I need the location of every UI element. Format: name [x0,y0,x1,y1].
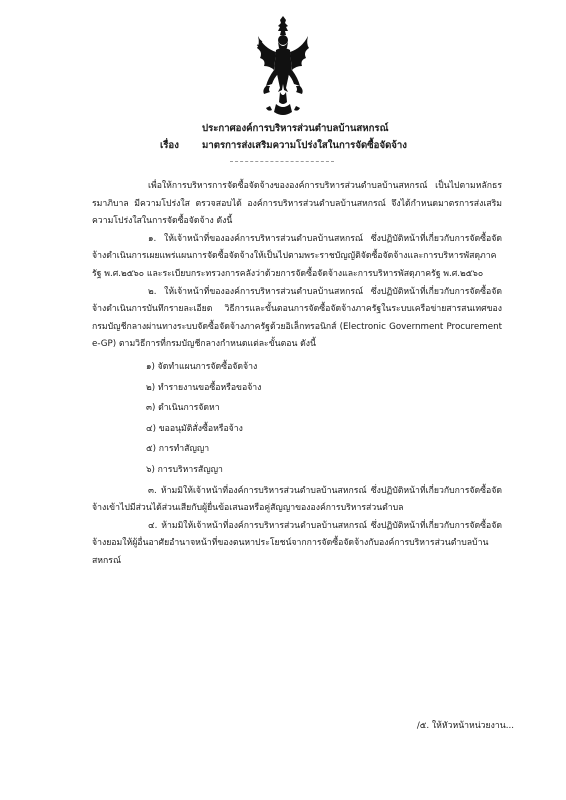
header-divider [230,161,334,162]
step-item: ๓) ดำเนินการจัดหา [146,403,220,414]
subject-line [160,137,450,154]
subject-text: มาตรการส่งเสริมความโปร่งใสในการจัดซื้อจัดจ้าง [202,140,407,151]
garuda-emblem-icon [254,14,312,118]
clause-2: ๒. ให้เจ้าหน้าที่ขององค์การบริหารส่วนตำบลบ้านสหกรณ์ ซึ่งปฏิบัติหน้าที่เกี่ยวกับการจัดซื้อจัดจ้างดำเนินการบันทึกรายละเอียด วิธีการและขั้นตอนการจัดซื้อจัดจ้างภาครัฐในระบบเครือข่ายสารสนเทศของกรมบัญชีกลางผ่านทางระบบจัดซื้อจัดจ้างภาครัฐด้วยอิเล็กทรอนิกส์ (Electronic Government Procurement e-GP) ตามวิธีการที่กรมบัญชีกลางกำหนดแต่ละขั้นตอน ดังนี้ [92,286,502,350]
clause-1: ๑. ให้เจ้าหน้าที่ขององค์การบริหารส่วนตำบลบ้านสหกรณ์ ซึ่งปฏิบัติหน้าที่เกี่ยวกับการจัดซื้อจัดจ้างดำเนินการเผยแพร่แผนการจัดซื้อจัดจ้างให้เป็นไปตามพระราชบัญญัติจัดซื้อจัดจ้างและการบริหารพัสดุภาครัฐ พ.ศ.๒๕๖๐ และระเบียบกระทรวงการคลังว่าด้วยการจัดซื้อจัดจ้างและการบริหารพัสดุภาครัฐ พ.ศ.๒๕๖๐ [92,233,502,279]
clause-3: ๓. ห้ามมิให้เจ้าหน้าที่องค์การบริหารส่วนตำบลบ้านสหกรณ์ ซึ่งปฏิบัติหน้าที่เกี่ยวกับการจัดซื้อจัดจ้างเข้าไปมีส่วนได้ส่วนเสียกับผู้ยื่นข้อเสนอหรือคู่สัญญาขององค์การบริหารส่วนตำบล [92,485,502,514]
step-item: ๒) ทำรายงานขอซื้อหรือขอจ้าง [146,382,262,393]
document-body [92,178,502,570]
step-item: ๑) จัดทำแผนการจัดซื้อจัดจ้าง [146,361,258,372]
subject-label: เรื่อง [160,140,179,151]
step-item: ๖) การบริหารสัญญา [146,464,223,475]
procurement-steps-list [92,357,502,481]
continuation-note: /๕. ให้หัวหน้าหน่วยงาน... [416,721,514,731]
clause-4: ๔. ห้ามมิให้เจ้าหน้าที่องค์การบริหารส่วนตำบลบ้านสหกรณ์ ซึ่งปฏิบัติหน้าที่เกี่ยวกับการจัดซื้อจัดจ้างยอมให้ผู้อื่นอาศัยอำนาจหน้าที่ของตนหาประโยชน์จากการจัดซื้อจัดจ้างกับองค์การบริหารส่วนตำบลบ้านสหกรณ์ [92,520,502,566]
step-item: ๔) ขออนุมัติสั่งซื้อหรือจ้าง [146,423,243,434]
step-item: ๕) การทำสัญญา [146,444,210,455]
announcement-title: ประกาศองค์การบริหารส่วนตำบลบ้านสหกรณ์ [202,123,389,134]
document-header [160,120,450,154]
intro-paragraph: เพื่อให้การบริหารการจัดซื้อจัดจ้างขององค์การบริหารส่วนตำบลบ้านสหกรณ์ เป็นไปตามหลักธรรมาภิบาล มีความโปร่งใส ตรวจสอบได้ องค์การบริหารส่วนตำบลบ้านสหกรณ์ จึงได้กำหนดมาตรการส่งเสริมความโปร่งใสในการจัดซื้อจัดจ้าง ดังนี้ [92,181,502,227]
